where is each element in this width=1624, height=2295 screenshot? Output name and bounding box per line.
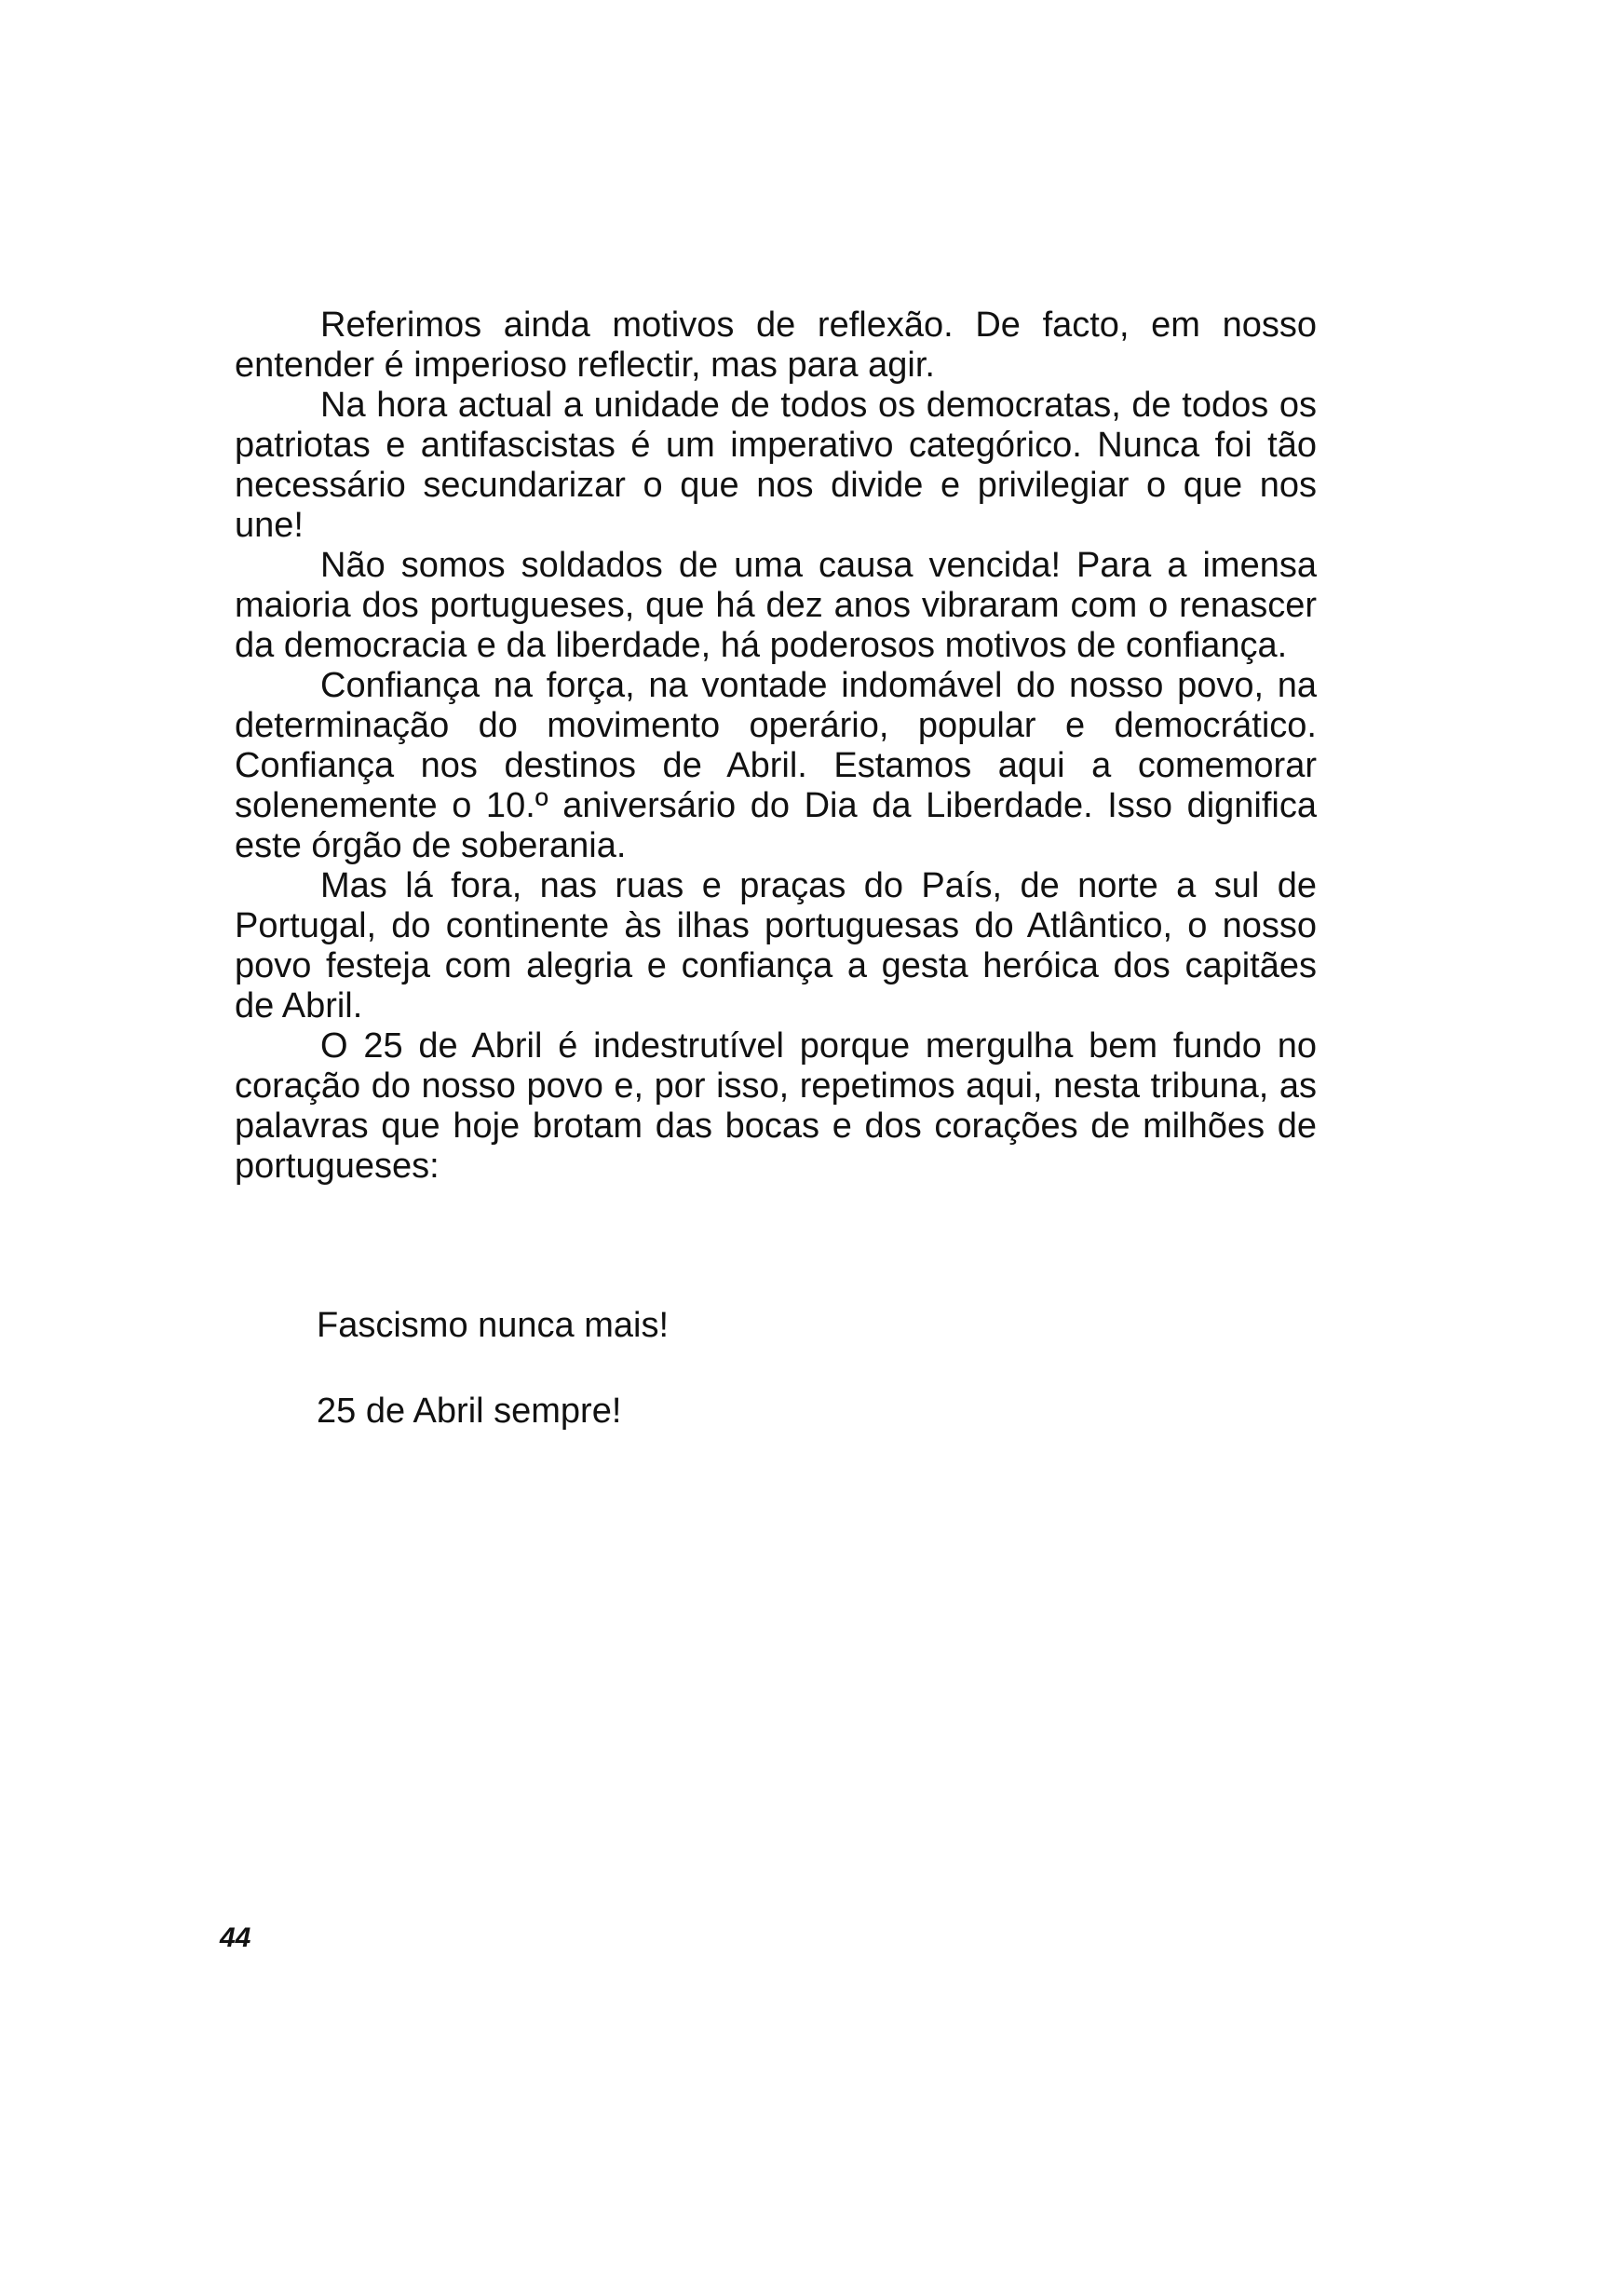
closing-line-abril: 25 de Abril sempre! xyxy=(317,1392,622,1431)
paragraph-indestrutivel: O 25 de Abril é indestrutível porque mergulha bem fundo no coração do nosso povo e, por isso, repetimos aqui, nesta tribuna, as palavras que hoje brotam das bocas e dos corações de milhões de portugueses: xyxy=(235,1026,1317,1186)
closing-line-fascismo: Fascismo nunca mais! xyxy=(317,1306,670,1345)
paragraph-festeja: Mas lá fora, nas ruas e praças do País, de norte a sul de Portugal, do continente às ilhas portuguesas do Atlântico, o nosso povo festeja com alegria e confiança a gesta heróica dos capitães de Abril. xyxy=(235,866,1317,1025)
paragraph-confianca: Confiança na força, na vontade indomável do nosso povo, na determinação do movimento operário, popular e democrático. Confiança nos destinos de Abril. Estamos aqui a comemorar solenemente o 10.º aniversário do Dia da Liberdade. Isso dignifica este órgão de soberania. xyxy=(235,666,1317,865)
paragraph-reflexao: Referimos ainda motivos de reflexão. De facto, em nosso entender é imperioso reflectir, mas para agir. xyxy=(235,306,1317,385)
page-number: 44 xyxy=(220,1922,251,1953)
paragraph-causa: Não somos soldados de uma causa vencida! Para a imensa maioria dos portugueses, que há dez anos vibraram com o renascer da democracia e da liberdade, há poderosos motivos de confiança. xyxy=(235,546,1317,665)
body-text xyxy=(235,306,1317,1187)
paragraph-unidade: Na hora actual a unidade de todos os democratas, de todos os patriotas e antifascistas é um imperativo categórico. Nunca foi tão necessário secundarizar o que nos divide e privilegiar o que nos une! xyxy=(235,386,1317,545)
